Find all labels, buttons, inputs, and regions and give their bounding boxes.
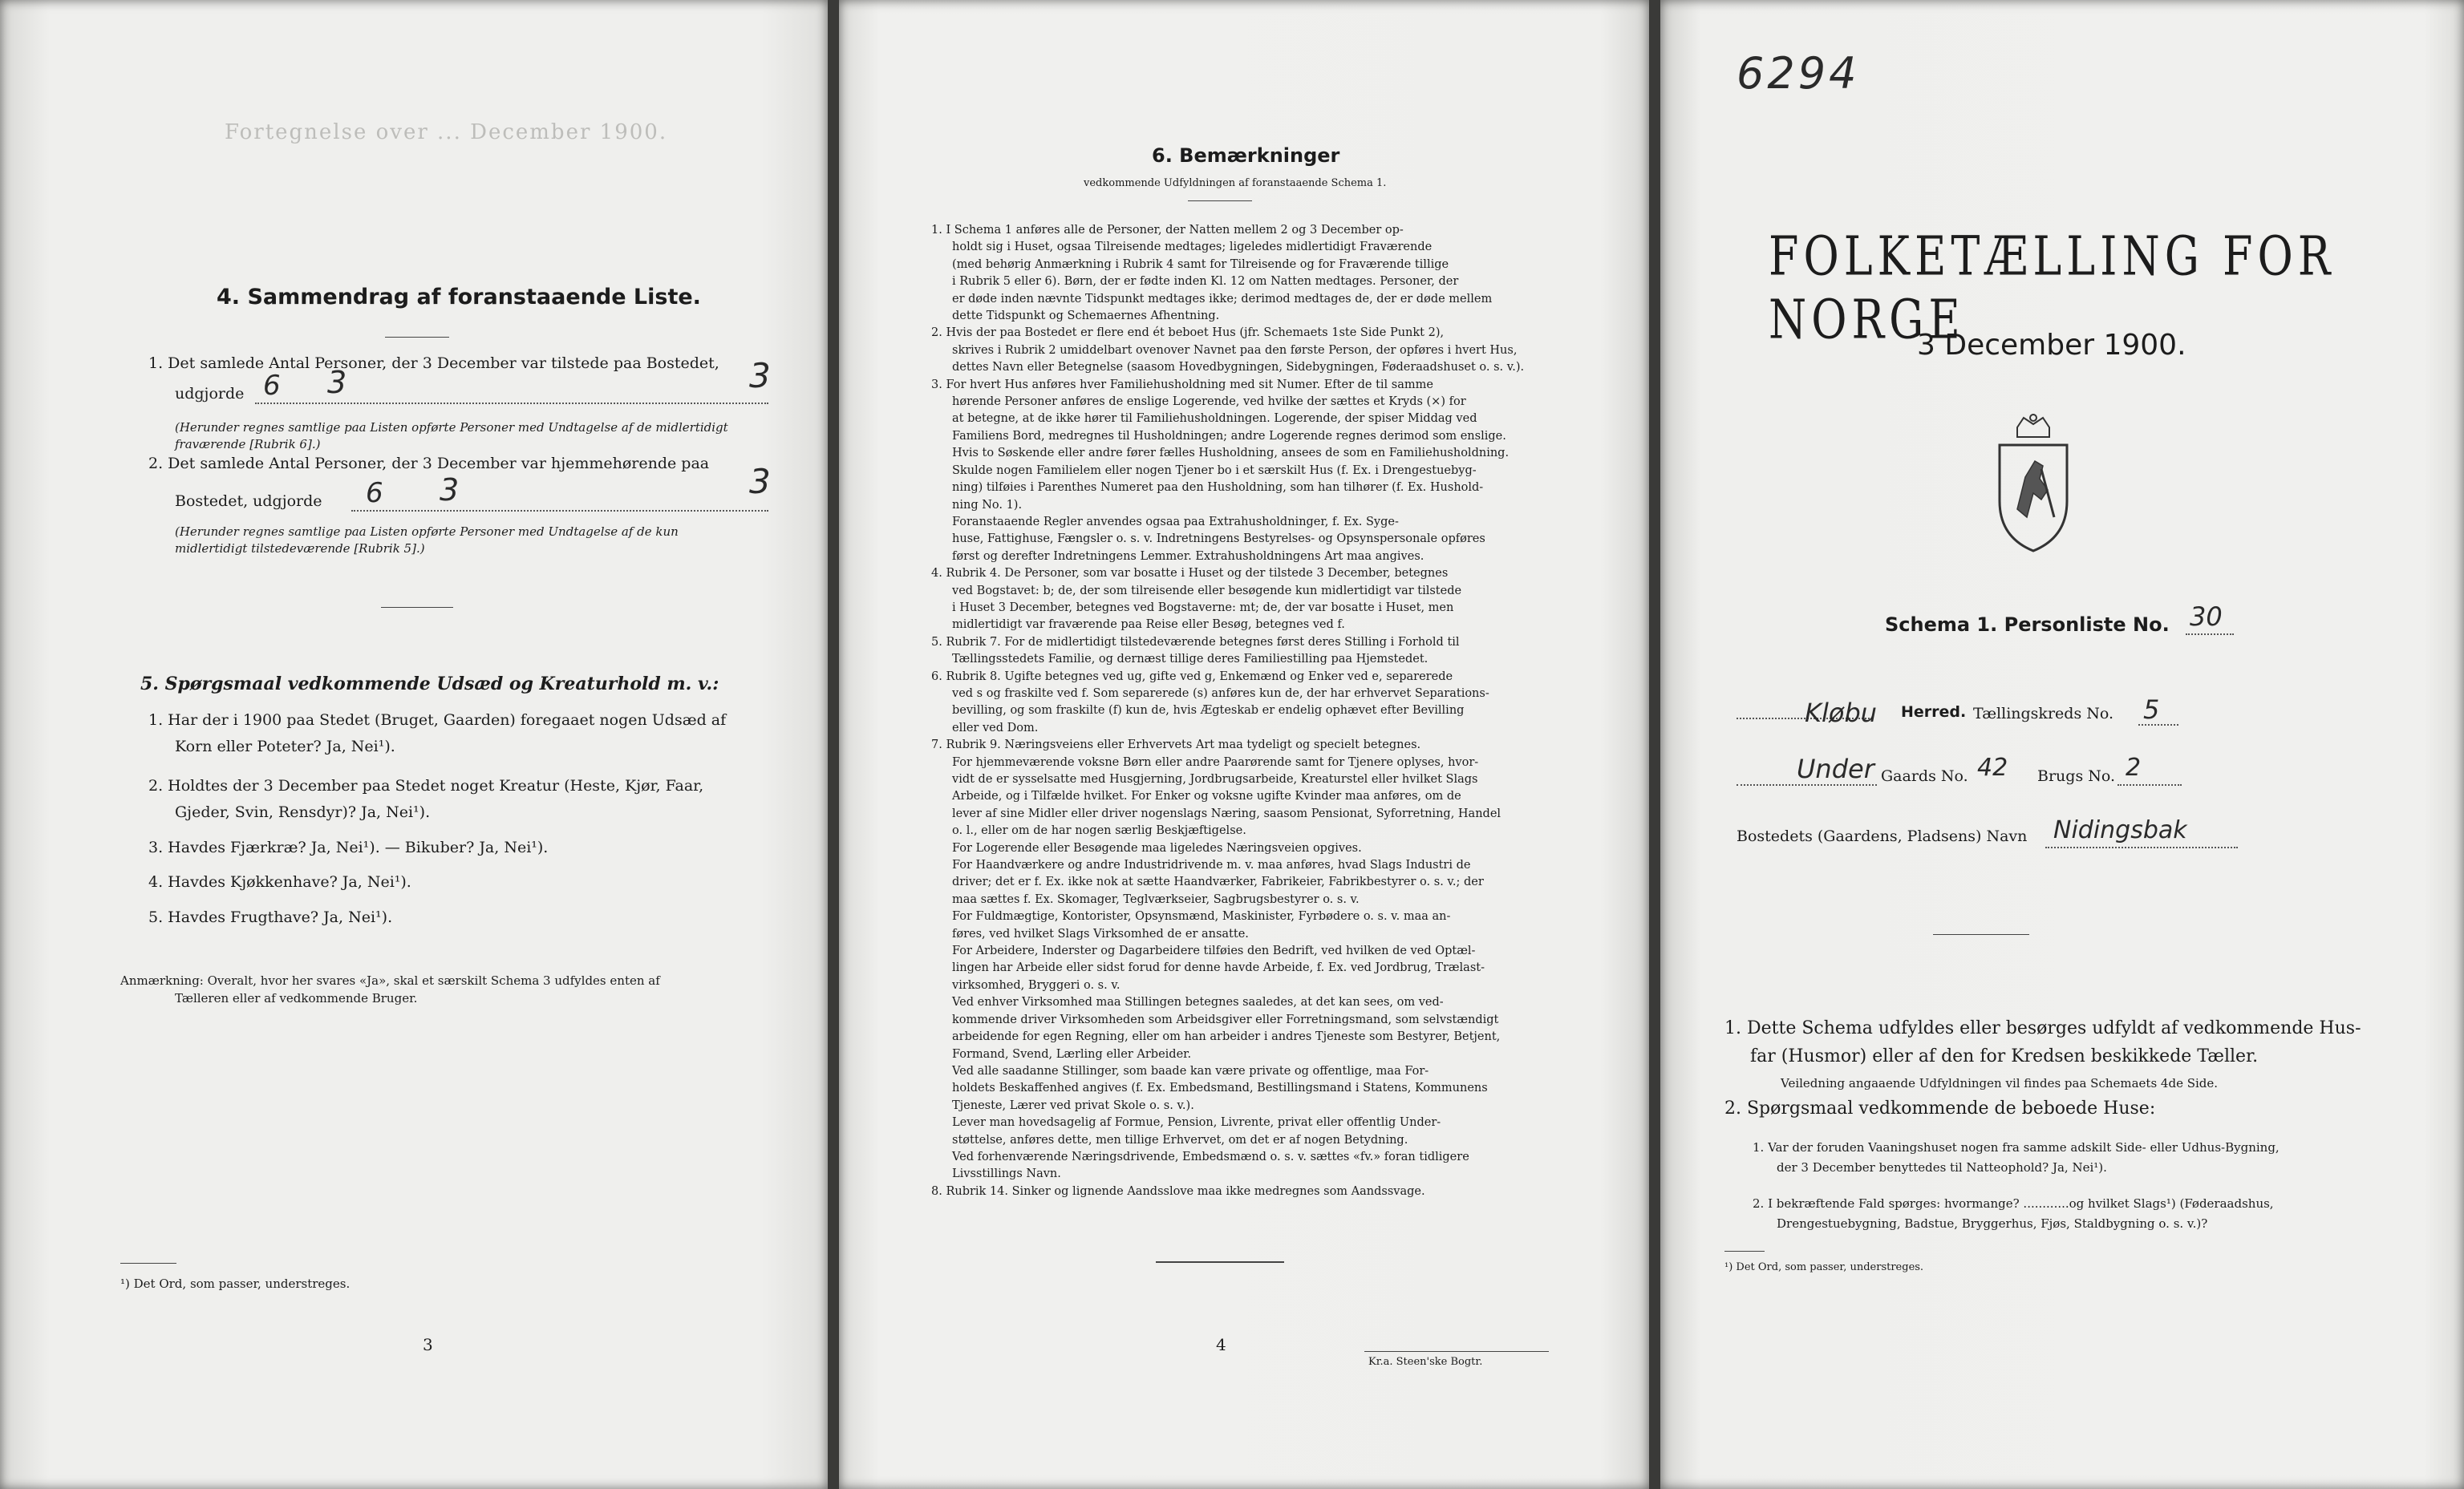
remark-line: For Arbeidere, Inderster og Dagarbeidere tilføies den Bedrift, ved hvilken de ved Optæl- [952,945,1476,958]
remark-line: lingen har Arbeide eller sidst forud for denne havde Arbeide, f. Ex. ved Jordbrug, Trælast- [952,961,1485,975]
remark-line: ning) tilføies i Parenthes Numeret paa den Husholdning, som han tilhører (f. Ex. Hushold- [952,481,1484,495]
remark-line: (med behørig Anmærkning i Rubrik 4 samt for Tilreisende og for Fraværende tillige [952,257,1449,271]
under-dotted [1737,784,1877,786]
instruction-1-note: Veiledning angaaende Udfyldningen vil findes paa Schemaets 4de Side. [1781,1076,2219,1090]
remarks-title: 6. Bemærkninger [1152,144,1340,167]
bosted-handwritten: Nidingsbak [2053,816,2187,844]
archive-number: 6294 [1737,48,1860,99]
divider [381,607,453,608]
remark-line: dettes Navn eller Betegnelse (saasom Hovedbygningen, Sidebygningen, Føderaadshuset o. s. v.). [952,361,1525,374]
remark-line: eller ved Dom. [952,721,1039,734]
remarks-subtitle: vedkommende Udfyldningen af foranstaaende Schema 1. [1084,177,1387,189]
remark-line: 4. Rubrik 4. De Personer, som var bosatte i Huset og der tilstede 3 December, betegnes [931,567,1449,581]
bosted-label: Bostedets (Gaardens, Pladsens) Navn [1737,827,2028,845]
q1-line1: 1. Har der i 1900 paa Stedet (Bruget, Gaarden) foregaaet nogen Udsæd af [148,711,727,729]
remark-line: ved s og fraskilte ved f. Som separerede (s) anføres kun de, der har erhvervet Separations- [952,686,1489,700]
q1-line2: Korn eller Poteter? Ja, Nei¹). [175,738,395,755]
gaards-number: 42 [1977,754,2008,782]
q3: 3. Havdes Fjærkræ? Ja, Nei¹). — Bikuber? Ja, Nei¹). [148,839,549,856]
brugs-label: Brugs No. [2037,767,2116,785]
sub-question-1-line1: 1. Var der foruden Vaaningshuset nogen fra samme adskilt Side- eller Udhus-Bygning, [1753,1140,2280,1155]
kreds-label: Tællingskreds No. [1973,705,2113,722]
sub-question-2-line1: 2. I bekræftende Fald spørges: hvormange? ............og hvilket Slags¹) (Føderaadshus, [1753,1196,2274,1211]
herred-label: Herred. [1901,703,1967,721]
remark-line: For Logerende eller Besøgende maa ligeledes Næringsveien opgives. [952,841,1362,855]
remark-line: o. l., eller om de har nogen særlig Beskjæftigelse. [952,824,1246,838]
remark-line: Ved forhenværende Næringsdrivende, Embedsmænd o. s. v. sættes «fv.» foran tidligere [952,1150,1469,1163]
remark-line: kommende driver Virksomheden som Arbeidsgiver eller Forretningsmand, som selvstændigt [952,1013,1499,1026]
printer-credit: Kr.a. Steen'ske Bogtr. [1368,1356,1483,1368]
bottom-divider [1156,1261,1284,1263]
remark-line: Formand, Svend, Lærling eller Arbeider. [952,1047,1192,1061]
sub-question-1-line2: der 3 December benyttedes til Natteophold? Ja, Nei¹). [1777,1160,2107,1175]
q2-line2: Gjeder, Svin, Rensdyr)? Ja, Nei¹). [175,803,431,821]
printer-rule [1364,1351,1549,1352]
divider [1188,200,1252,201]
item2-note-1: (Herunder regnes samtlige paa Listen opførte Personer med Undtagelse af de kun [175,524,679,539]
remarks-body [931,222,1583,1200]
q5: 5. Havdes Frugthave? Ja, Nei¹). [148,908,393,926]
page-1-title [1660,0,2464,1489]
item2-note-2: midlertidigt tilstedeværende [Rubrik 5].) [175,541,425,556]
instruction-1-line2: far (Husmor) eller af den for Kredsen beskikkede Tæller. [1750,1046,2259,1066]
item1-handwritten-b: 3 [327,365,347,400]
remark-line: Tællingsstedets Familie, og dernæst tillige deres Familiestilling paa Hjemstedet. [952,653,1429,666]
herred-handwritten: Kløbu [1805,698,1878,728]
remark-line: vidt de er sysselsatte med Husgjerning, Jordbrugsarbeide, Kreaturstel eller hvilket Slags [952,773,1478,786]
item2-handwritten-c: 3 [749,462,771,501]
item1-label: udgjorde [175,385,245,403]
item2-label: Bostedet, udgjorde [175,492,322,510]
remark-line: Lever man hovedsagelig af Formue, Pension, Livrente, privat eller offentlig Under- [952,1116,1441,1130]
remark-line: midlertidigt var fraværende paa Reise eller Besøg, betegnes ved f. [952,618,1345,632]
instruction-2-title: 2. Spørgsmaal vedkommende de beboede Huse: [1724,1099,2156,1119]
item1-note-2: fraværende [Rubrik 6].) [175,437,321,451]
q4: 4. Havdes Kjøkkenhave? Ja, Nei¹). [148,873,411,891]
remark-line: føres, ved hvilket Slags Virksomhed de er ansatte. [952,927,1249,941]
page-3 [0,0,828,1489]
item1-line1: 1. Det samlede Antal Personer, der 3 December var tilstede paa Bostedet, [148,354,719,372]
remark-line: lever af sine Midler eller driver nogenslags Næring, saasom Pensionat, Syforretning, Handel [952,807,1502,820]
remark-line: Ved enhver Virksomhed maa Stillingen betegnes saaledes, at det kan sees, om ved- [952,996,1444,1010]
remark-line: i Rubrik 5 eller 6). Børn, der er fødte inden Kl. 12 om Natten medtages. Personer, der [952,275,1459,289]
footnote: ¹) Det Ord, som passer, understreges. [1724,1261,1924,1273]
remark-line: 6. Rubrik 8. Ugifte betegnes ved ug, gifte ved g, Enkemænd og Enker ved e, separerede [931,670,1453,683]
item2-handwritten-a: 6 [366,477,383,509]
item1-dotted-line [255,403,768,404]
instruction-1-line1: 1. Dette Schema udfyldes eller besørges udfyldt af vedkommende Hus- [1724,1018,2361,1038]
page-number: 3 [423,1335,433,1354]
item2-handwritten-b: 3 [440,472,460,508]
remark-line: holdets Beskaffenhed angives (f. Ex. Embedsmand, Bestillingsmand i Statens, Kommunens [952,1082,1488,1095]
item1-handwritten-a: 6 [263,370,281,402]
remark-line: 7. Rubrik 9. Næringsveiens eller Erhvervets Art maa tydeligt og specielt betegnes. [931,738,1421,752]
remark-line: først og derefter Indretningens Lemmer. Extrahusholdningens Art maa angives. [952,549,1424,563]
main-title: FOLKETÆLLING FOR NORGE [1769,225,2336,351]
section-5-title: 5. Spørgsmaal vedkommende Udsæd og Kreaturhold m. v.: [140,674,719,694]
remark-line: 8. Rubrik 14. Sinker og lignende Aandsslove maa ikke medregnes som Aandssvage. [931,1184,1425,1198]
remark-line: ved Bogstavet: b; de, der som tilreisende eller besøgende kun midlertidigt var tilstede [952,584,1462,597]
page-number: 4 [1216,1335,1226,1354]
remark-line: Skulde nogen Familielem eller nogen Tjener bo i et særskilt Hus (f. Ex. i Drengestuebyg- [952,463,1477,477]
remark-line: 2. Hvis der paa Bostedet er flere end ét beboet Hus (jfr. Schemaets 1ste Side Punkt 2), [931,326,1445,340]
item2-line1: 2. Det samlede Antal Personer, der 3 December var hjemmehørende paa [148,455,710,472]
footnote: ¹) Det Ord, som passer, understreges. [120,1277,351,1291]
kreds-number: 5 [2143,694,2160,725]
remark-line: er døde inden nævnte Tidspunkt medtages ikke; derimod medtages de, der er døde mellem [952,292,1493,305]
remark-line: at betegne, at de ikke hører til Familiehusholdningen. Logerende, der spiser Middag ved [952,412,1477,426]
remark-line: For Fuldmægtige, Kontorister, Opsynsmænd, Maskinister, Fyrbødere o. s. v. maa an- [952,910,1451,924]
remark-line: Ved alle saadanne Stillinger, som baade kan være private og offentlige, maa For- [952,1064,1429,1078]
remark-line: 3. For hvert Hus anføres hver Familiehusholdning med sit Numer. Efter de til samme [931,378,1433,391]
remark-line: bevilling, og som fraskilte (f) kun de, hvis Ægteskab er endelig ophævet efter Bevilling [952,704,1465,718]
remark-line: Familiens Bord, medregnes til Husholdningen; andre Logerende regnes derimod som enslige. [952,429,1506,443]
remark-line: holdt sig i Huset, ogsaa Tilreisende medtages; ligeledes midlertidigt Fraværende [952,241,1433,254]
remark-line: skrives i Rubrik 2 umiddelbart ovenover Navnet paa den første Person, der opføres i hvert Hus, [952,343,1518,357]
remark-line: hørende Personer anføres de enslige Logerende, ved hvilke der sættes et Kryds (×) for [952,395,1466,409]
remark-line: virksomhed, Bryggeri o. s. v. [952,978,1121,992]
under-handwritten: Under [1797,754,1874,784]
annotation-line2: Tælleren eller af vedkommende Bruger. [175,991,418,1005]
remark-line: Hvis to Søskende eller andre fører fælles Husholdning, ansees de som en Familiehusholdning. [952,447,1510,460]
section-4-title: 4. Sammendrag af foranstaaende Liste. [217,285,701,310]
brugs-dotted [2118,784,2182,786]
schema-dotted [2186,633,2234,635]
item1-handwritten-c: 3 [749,356,771,395]
schema-label: Schema 1. Personliste No. [1885,613,2170,636]
kreds-dotted [2138,724,2178,726]
remark-line: huse, Fattighuse, Fængsler o. s. v. Indretningens Bestyrelses- og Opsynspersonale opføres [952,532,1485,546]
remark-line: Livsstillings Navn. [952,1167,1061,1181]
remark-line: dette Tidspunkt og Schemaernes Afhentning. [952,310,1220,323]
q2-line1: 2. Holdtes der 3 December paa Stedet noget Kreatur (Heste, Kjør, Faar, [148,777,704,795]
norway-coat-of-arms-icon [1993,413,2073,554]
remark-line: arbeidende for egen Regning, eller om han arbeider i andres Tjeneste som Bestyrer, Betjent, [952,1030,1501,1044]
annotation-line1: Anmærkning: Overalt, hvor her svares «Ja», skal et særskilt Schema 3 udfyldes enten af [120,973,660,988]
remark-line: støttelse, anføres dette, men tillige Erhvervet, om det er af nogen Betydning. [952,1133,1408,1147]
remark-line: For Haandværkere og andre Industridrivende m. v. maa anføres, hvad Slags Industri de [952,859,1471,872]
remark-line: maa sættes f. Ex. Skomager, Teglværkseier, Sagbrugsbestyrer o. s. v. [952,892,1360,906]
remark-line: Tjeneste, Lærer ved privat Skole o. s. v.). [952,1099,1194,1112]
remark-line: 1. I Schema 1 anføres alle de Personer, der Natten mellem 2 og 3 December op- [931,224,1404,237]
faded-header: Fortegnelse over ... December 1900. [225,120,668,144]
page-4 [839,0,1649,1489]
remark-line: driver; det er f. Ex. ikke nok at sætte Haandværker, Fabrikeier, Fabrikbestyrer o. s. v.; der [952,876,1484,889]
remark-line: For hjemmeværende voksne Børn eller andre Paarørende samt for Tjenere oplyses, hvor- [952,755,1479,769]
sub-question-2-line2: Drengestuebygning, Badstue, Bryggerhus, Fjøs, Staldbygning o. s. v.)? [1777,1216,2208,1231]
remark-line: Arbeide, og i Tilfælde hvilket. For Enker og voksne ugifte Kvinder maa anføres, om de [952,790,1461,803]
remark-line: 5. Rubrik 7. For de midlertidigt tilstedeværende betegnes først deres Stilling i Forhold til [931,635,1460,649]
footnote-divider [1724,1251,1765,1252]
remark-line: Foranstaaende Regler anvendes ogsaa paa Extrahusholdninger, f. Ex. Syge- [952,515,1399,528]
remark-line: i Huset 3 December, betegnes ved Bogstaverne: mt; de, der var bosatte i Huset, men [952,601,1454,614]
bosted-dotted [2045,847,2238,848]
footnote-divider [120,1263,176,1264]
gaards-label: Gaards No. [1881,767,1968,785]
personliste-number: 30 [2190,601,2223,632]
item1-note-1: (Herunder regnes samtlige paa Listen opførte Personer med Undtagelse af de midlertidigt [175,420,728,435]
item2-dotted-line [351,510,768,512]
census-date: 3 December 1900. [1917,329,2186,362]
brugs-number: 2 [2126,754,2142,782]
divider [385,337,449,338]
remark-line: ning No. 1). [952,498,1023,512]
divider [1933,934,2029,935]
